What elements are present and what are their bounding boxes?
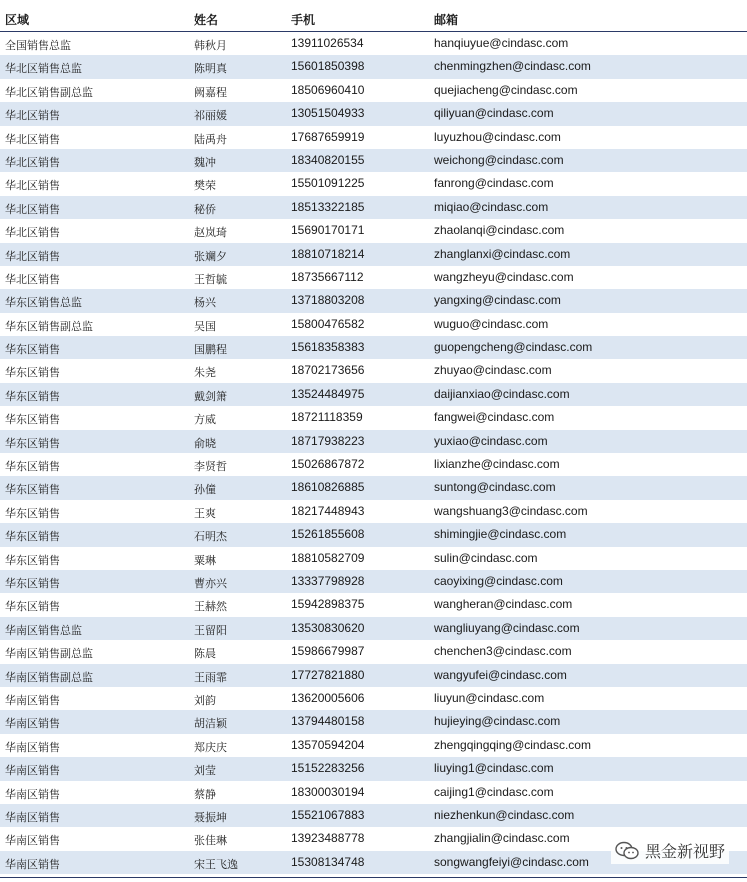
- wechat-icon: [615, 841, 639, 861]
- cell-email: fangwei@cindasc.com: [434, 410, 555, 425]
- cell-email: wangshuang3@cindasc.com: [434, 503, 588, 518]
- header-name: 姓名: [194, 13, 219, 27]
- table-row: [0, 149, 747, 172]
- cell-name: 张佳琳: [194, 834, 227, 848]
- cell-email: yangxing@cindasc.com: [434, 293, 561, 308]
- cell-name: 阙嘉程: [194, 85, 227, 99]
- cell-name: 李贤哲: [194, 460, 227, 474]
- cell-email: wangliuyang@cindasc.com: [434, 620, 580, 635]
- cell-region: 华东区销售: [5, 366, 60, 380]
- cell-name: 魏冲: [194, 155, 216, 169]
- cell-phone: 18721118359: [291, 410, 363, 425]
- cell-email: caijing1@cindasc.com: [434, 784, 554, 799]
- cell-email: zhangjialin@cindasc.com: [434, 831, 570, 846]
- cell-region: 华南区销售: [5, 764, 60, 778]
- cell-email: songwangfeiyi@cindasc.com: [434, 854, 589, 869]
- table-bottom-rule: [0, 877, 747, 878]
- cell-email: luyuzhou@cindasc.com: [434, 129, 561, 144]
- cell-email: wuguo@cindasc.com: [434, 316, 549, 331]
- cell-phone: 15690170171: [291, 223, 365, 238]
- cell-email: zhuyao@cindasc.com: [434, 363, 552, 378]
- contact-table: [0, 5, 747, 874]
- cell-phone: 18513322185: [291, 199, 365, 214]
- cell-phone: 13337798928: [291, 573, 365, 588]
- table-row: [0, 336, 747, 359]
- cell-region: 华南区销售总监: [5, 623, 82, 637]
- table-row: [0, 710, 747, 733]
- cell-email: shimingjie@cindasc.com: [434, 527, 567, 542]
- table-row: [0, 383, 747, 406]
- cell-email: zhanglanxi@cindasc.com: [434, 246, 571, 261]
- cell-phone: 15026867872: [291, 457, 365, 472]
- cell-name: 樊荣: [194, 179, 216, 193]
- table-row: [0, 734, 747, 757]
- cell-email: chenchen3@cindasc.com: [434, 644, 572, 659]
- cell-email: lixianzhe@cindasc.com: [434, 457, 560, 472]
- cell-phone: 18340820155: [291, 152, 365, 167]
- cell-email: fanrong@cindasc.com: [434, 176, 554, 191]
- cell-email: miqiao@cindasc.com: [434, 199, 549, 214]
- cell-region: 华东区销售: [5, 436, 60, 450]
- cell-phone: 13718803208: [291, 293, 365, 308]
- table-header: [0, 5, 747, 32]
- cell-phone: 17687659919: [291, 129, 365, 144]
- cell-name: 聂振坤: [194, 810, 227, 824]
- cell-phone: 18810718214: [291, 246, 365, 261]
- cell-name: 陈明真: [194, 62, 227, 76]
- table-row: [0, 664, 747, 687]
- cell-region: 华北区销售副总监: [5, 85, 93, 99]
- cell-phone: 15501091225: [291, 176, 365, 191]
- cell-region: 华北区销售: [5, 249, 60, 263]
- cell-phone: 17727821880: [291, 667, 365, 682]
- cell-region: 华东区销售: [5, 460, 60, 474]
- watermark: [611, 837, 729, 864]
- cell-name: 方威: [194, 413, 216, 427]
- table-row: [0, 219, 747, 242]
- cell-phone: 18702173656: [291, 363, 365, 378]
- cell-name: 赵岚琦: [194, 226, 227, 240]
- cell-name: 王哲毓: [194, 272, 227, 286]
- table-row: [0, 640, 747, 663]
- cell-region: 华南区销售副总监: [5, 647, 93, 661]
- header-region: 区域: [5, 13, 30, 27]
- cell-region: 华南区销售: [5, 787, 60, 801]
- table-row: [0, 32, 747, 55]
- cell-region: 华南区销售: [5, 810, 60, 824]
- cell-phone: 13530830620: [291, 620, 365, 635]
- cell-name: 孙僮: [194, 483, 216, 497]
- cell-phone: 13524484975: [291, 386, 365, 401]
- cell-region: 华南区销售: [5, 834, 60, 848]
- cell-phone: 15942898375: [291, 597, 365, 612]
- cell-region: 华东区销售: [5, 413, 60, 427]
- cell-region: 华北区销售: [5, 109, 60, 123]
- cell-email: niezhenkun@cindasc.com: [434, 807, 575, 822]
- cell-region: 华东区销售: [5, 600, 60, 614]
- cell-name: 张斓夕: [194, 249, 227, 263]
- table-row: [0, 172, 747, 195]
- cell-email: wangzheyu@cindasc.com: [434, 269, 574, 284]
- cell-email: liuying1@cindasc.com: [434, 761, 554, 776]
- cell-phone: 13570594204: [291, 737, 365, 752]
- cell-email: liuyun@cindasc.com: [434, 690, 545, 705]
- cell-phone: 15308134748: [291, 854, 365, 869]
- table-row: [0, 266, 747, 289]
- cell-region: 华南区销售副总监: [5, 670, 93, 684]
- table-row: [0, 196, 747, 219]
- cell-name: 吴国: [194, 319, 216, 333]
- cell-name: 韩秋月: [194, 39, 227, 52]
- cell-phone: 18300030194: [291, 784, 365, 799]
- cell-phone: 18610826885: [291, 480, 365, 495]
- cell-region: 华东区销售: [5, 506, 60, 520]
- table-row: [0, 453, 747, 476]
- cell-name: 祁丽媛: [194, 109, 227, 123]
- cell-region: 华北区销售: [5, 132, 60, 146]
- cell-email: weichong@cindasc.com: [434, 152, 564, 167]
- cell-name: 胡洁颖: [194, 717, 227, 731]
- table-row: [0, 313, 747, 336]
- cell-email: suntong@cindasc.com: [434, 480, 556, 495]
- table-row: [0, 289, 747, 312]
- cell-name: 朱尧: [194, 366, 216, 380]
- table-row: [0, 617, 747, 640]
- cell-name: 王留阳: [194, 623, 227, 637]
- cell-email: daijianxiao@cindasc.com: [434, 386, 570, 401]
- cell-region: 华东区销售: [5, 576, 60, 590]
- table-row: [0, 547, 747, 570]
- cell-name: 俞晓: [194, 436, 216, 450]
- cell-email: zhaolanqi@cindasc.com: [434, 223, 565, 238]
- cell-email: hanqiuyue@cindasc.com: [434, 36, 569, 50]
- cell-phone: 13620005606: [291, 690, 365, 705]
- cell-phone: 15986679987: [291, 644, 365, 659]
- cell-email: qiliyuan@cindasc.com: [434, 106, 554, 121]
- cell-name: 粟琳: [194, 553, 216, 567]
- cell-name: 陆禹舟: [194, 132, 227, 146]
- cell-name: 王赫然: [194, 600, 227, 614]
- table-row: [0, 523, 747, 546]
- cell-email: zhengqingqing@cindasc.com: [434, 737, 591, 752]
- cell-name: 刘韵: [194, 693, 216, 707]
- cell-name: 宋王飞逸: [194, 857, 238, 871]
- cell-phone: 18506960410: [291, 82, 365, 97]
- cell-name: 曹亦兴: [194, 576, 227, 590]
- table-row: [0, 593, 747, 616]
- cell-name: 郑庆庆: [194, 740, 227, 754]
- cell-phone: 18810582709: [291, 550, 365, 565]
- table-row: [0, 757, 747, 780]
- cell-phone: 15521067883: [291, 807, 365, 822]
- table-body: [0, 32, 747, 874]
- cell-email: wangheran@cindasc.com: [434, 597, 573, 612]
- cell-email: caoyixing@cindasc.com: [434, 573, 563, 588]
- cell-phone: 13911026534: [291, 36, 364, 50]
- cell-region: 华北区销售: [5, 155, 60, 169]
- cell-name: 蔡静: [194, 787, 216, 801]
- cell-region: 华南区销售: [5, 693, 60, 707]
- cell-region: 华东区销售: [5, 483, 60, 497]
- cell-region: 全国销售总监: [5, 39, 71, 52]
- cell-name: 陈晨: [194, 647, 216, 661]
- table-row: [0, 430, 747, 453]
- cell-region: 华东区销售总监: [5, 296, 82, 310]
- watermark-text: 黑金新视野: [644, 842, 725, 861]
- cell-region: 华东区销售副总监: [5, 319, 93, 333]
- cell-name: 石明杰: [194, 530, 227, 544]
- cell-region: 华东区销售: [5, 343, 60, 357]
- cell-region: 华南区销售: [5, 740, 60, 754]
- cell-phone: 18217448943: [291, 503, 365, 518]
- cell-email: chenmingzhen@cindasc.com: [434, 59, 591, 74]
- header-email: 邮箱: [434, 13, 459, 27]
- table-row: [0, 500, 747, 523]
- cell-phone: 13051504933: [291, 106, 365, 121]
- cell-region: 华北区销售: [5, 179, 60, 193]
- table-row: [0, 102, 747, 125]
- table-row: [0, 781, 747, 804]
- cell-phone: 13794480158: [291, 714, 365, 729]
- cell-phone: 15800476582: [291, 316, 365, 331]
- cell-region: 华北区销售: [5, 272, 60, 286]
- cell-name: 国鹏程: [194, 343, 227, 357]
- cell-region: 华东区销售: [5, 530, 60, 544]
- cell-region: 华北区销售总监: [5, 62, 82, 76]
- cell-name: 王雨霏: [194, 670, 227, 684]
- cell-phone: 15601850398: [291, 59, 365, 74]
- cell-region: 华北区销售: [5, 202, 60, 216]
- table-row: [0, 687, 747, 710]
- cell-region: 华南区销售: [5, 717, 60, 731]
- cell-phone: 18717938223: [291, 433, 365, 448]
- cell-name: 戴剑箫: [194, 389, 227, 403]
- cell-phone: 13923488778: [291, 831, 365, 846]
- cell-region: 华北区销售: [5, 226, 60, 240]
- cell-region: 华南区销售: [5, 857, 60, 871]
- cell-phone: 15261855608: [291, 527, 365, 542]
- cell-region: 华东区销售: [5, 389, 60, 403]
- cell-phone: 15152283256: [291, 761, 365, 776]
- table-row: [0, 476, 747, 499]
- cell-email: hujieying@cindasc.com: [434, 714, 561, 729]
- table-row: [0, 359, 747, 382]
- cell-name: 王爽: [194, 506, 216, 520]
- cell-name: 刘莹: [194, 764, 216, 778]
- table-row: [0, 79, 747, 102]
- table-row: [0, 126, 747, 149]
- table-row: [0, 243, 747, 266]
- table-row: [0, 406, 747, 429]
- cell-email: quejiacheng@cindasc.com: [434, 82, 578, 97]
- table-row: [0, 804, 747, 827]
- cell-name: 杨兴: [194, 296, 216, 310]
- table-row: [0, 570, 747, 593]
- cell-email: yuxiao@cindasc.com: [434, 433, 548, 448]
- cell-region: 华东区销售: [5, 553, 60, 567]
- cell-phone: 18735667112: [291, 269, 364, 284]
- table-row: [0, 55, 747, 78]
- cell-email: guopengcheng@cindasc.com: [434, 340, 593, 355]
- cell-name: 秘侨: [194, 202, 216, 216]
- cell-email: wangyufei@cindasc.com: [434, 667, 567, 682]
- cell-phone: 15618358383: [291, 340, 365, 355]
- header-phone: 手机: [291, 13, 316, 27]
- cell-email: sulin@cindasc.com: [434, 550, 538, 565]
